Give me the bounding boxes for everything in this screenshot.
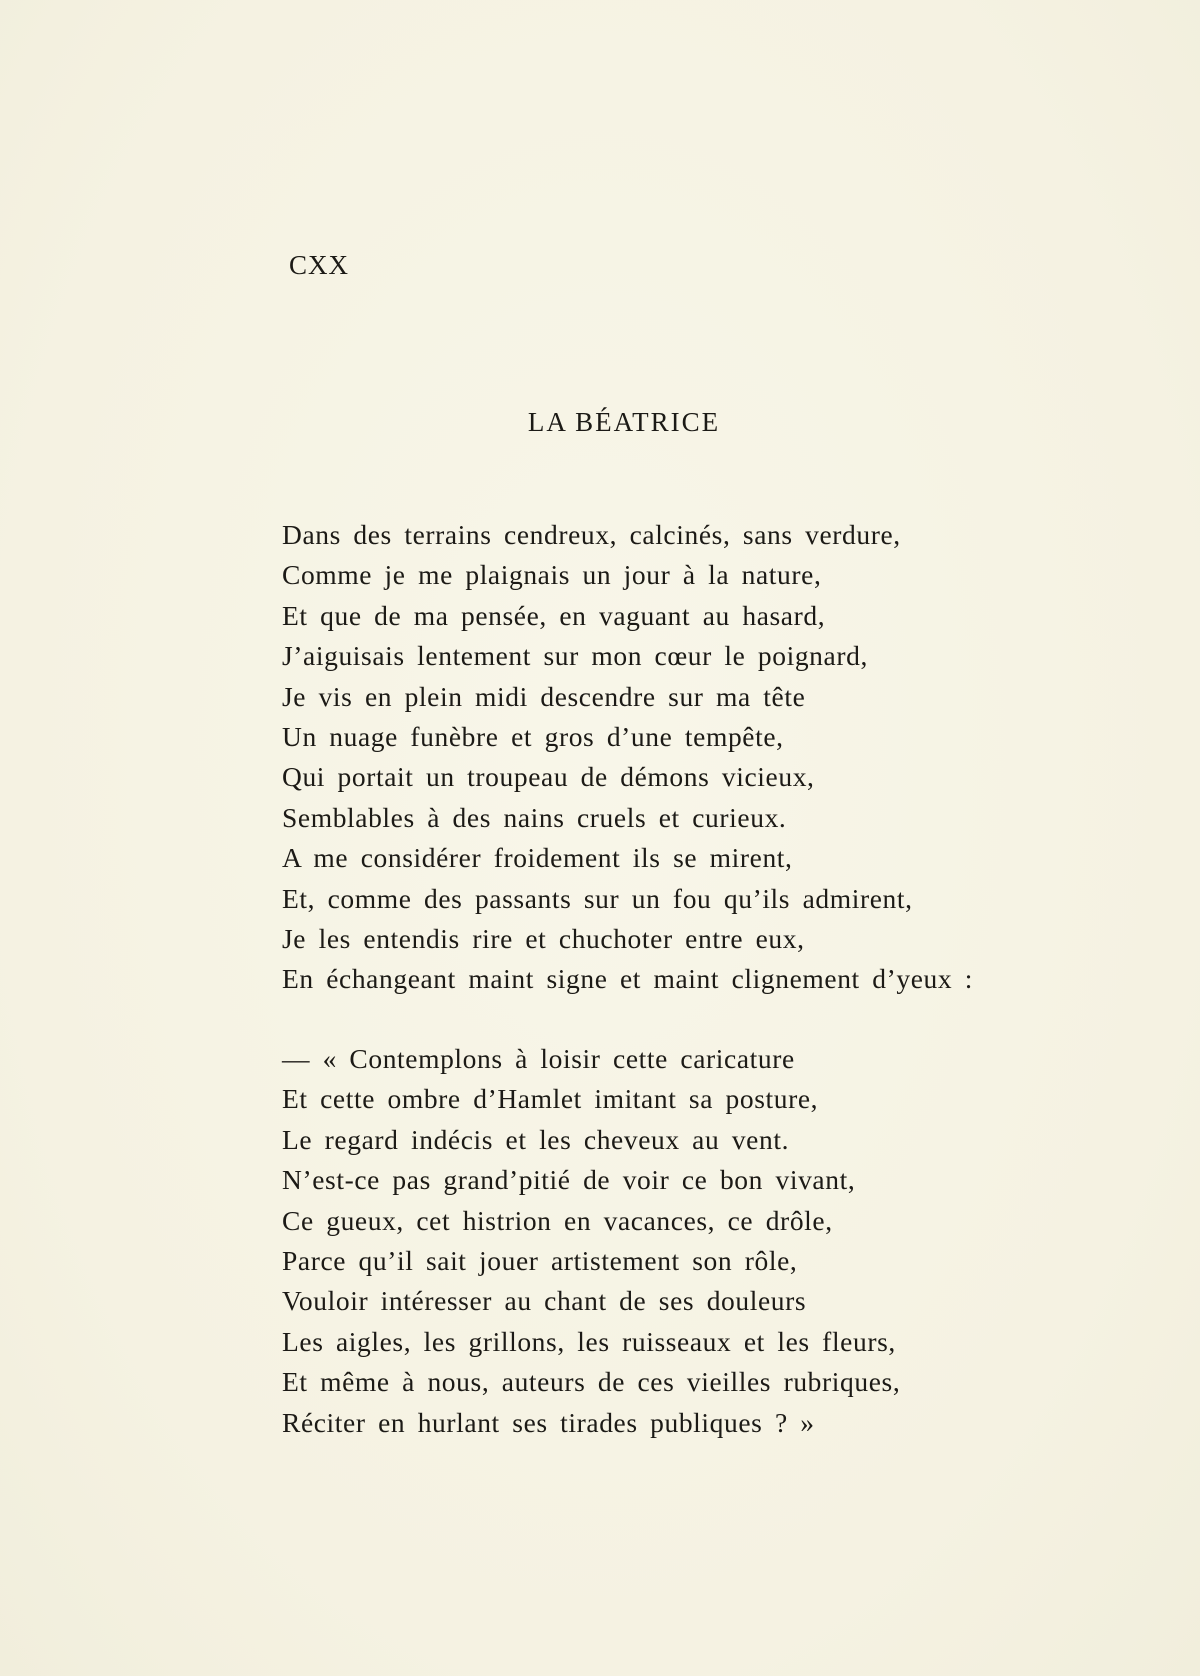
poem-title: LA BÉATRICE: [527, 407, 721, 437]
verse-line: Ce gueux, cet histrion en vacances, ce drôle,: [282, 1204, 833, 1236]
verse-line: Et que de ma pensée, en vaguant au hasard,: [282, 599, 826, 631]
verse-line: Comme je me plaignais un jour à la nature,: [282, 559, 822, 591]
verse-line: Un nuage funèbre et gros d’une tempête,: [282, 720, 784, 752]
verse-line: Et, comme des passants sur un fou qu’ils admirent,: [282, 882, 913, 914]
verse-line: A me considérer froidement ils se mirent,: [282, 842, 793, 874]
verse-line: Je vis en plein midi descendre sur ma tête: [282, 680, 806, 712]
verse-line: Parce qu’il sait jouer artistement son rôle,: [282, 1244, 798, 1276]
verse-line: N’est-ce pas grand’pitié de voir ce bon vivant,: [282, 1164, 856, 1196]
verse-line: Dans des terrains cendreux, calcinés, sans verdure,: [282, 519, 901, 550]
verse-line: J’aiguisais lentement sur mon cœur le poignard,: [282, 640, 868, 672]
verse-line: En échangeant maint signe et maint clignement d’yeux :: [282, 963, 973, 995]
verse-line: Les aigles, les grillons, les ruisseaux et les fleurs,: [282, 1325, 896, 1357]
verse-line: — « Contemplons à loisir cette caricature: [282, 1043, 795, 1074]
verse-line: Et cette ombre d’Hamlet imitant sa posture,: [282, 1083, 819, 1115]
verse-line: Qui portait un troupeau de démons vicieux,: [282, 761, 815, 793]
stanza-1: [282, 515, 973, 1000]
stanza-2: [282, 1039, 900, 1443]
verse-line: Le regard indécis et les cheveux au vent.: [282, 1123, 790, 1155]
poem-number: CXX: [289, 250, 350, 280]
verse-line: Vouloir intéresser au chant de ses douleurs: [282, 1285, 807, 1317]
verse-line: Réciter en hurlant ses tirades publiques ? »: [282, 1406, 815, 1438]
verse-line: Je les entendis rire et chuchoter entre eux,: [282, 922, 805, 954]
verse-line: Et même à nous, auteurs de ces vieilles rubriques,: [282, 1366, 901, 1398]
verse-line: Semblables à des nains cruels et curieux.: [282, 801, 787, 833]
